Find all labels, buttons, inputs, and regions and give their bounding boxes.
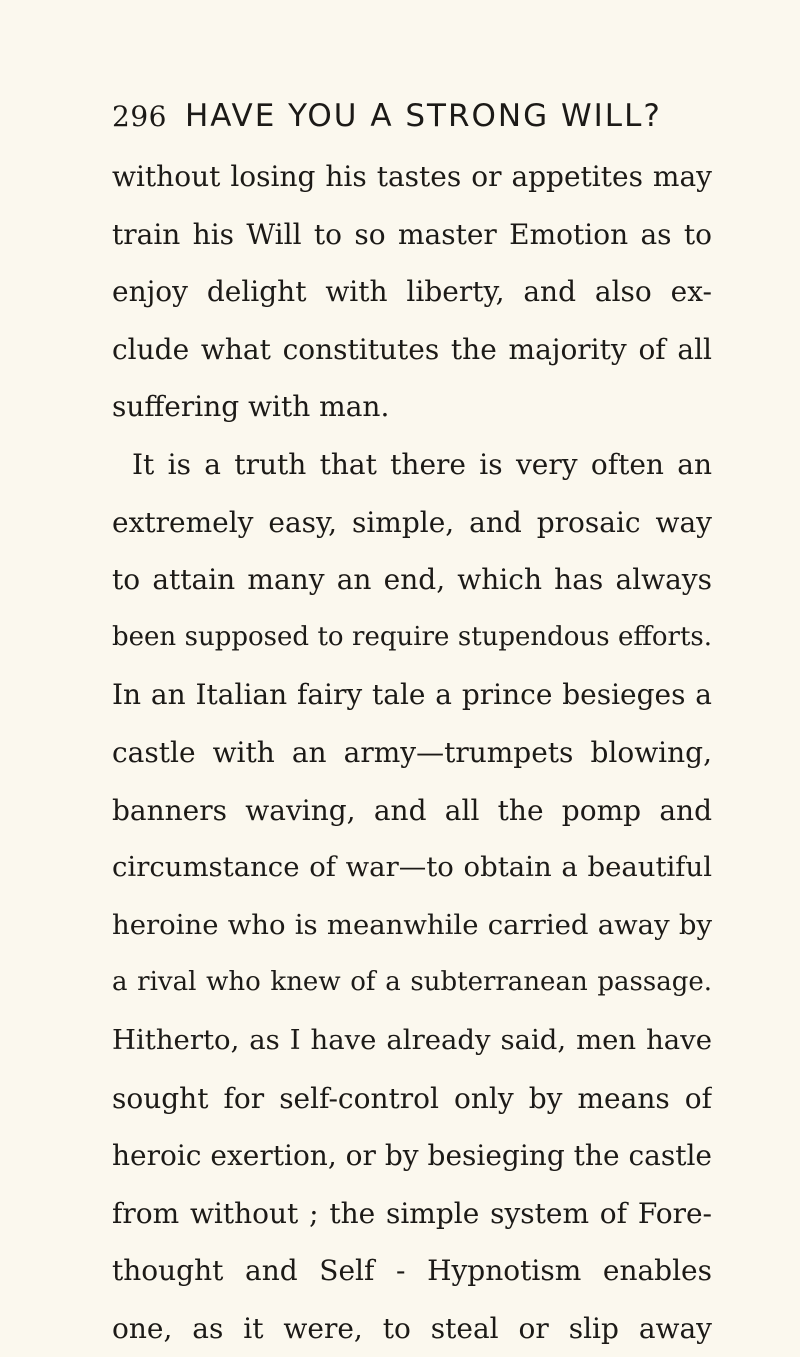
text-line: It is a truth that there is very often an (132, 447, 712, 481)
text-line: to attain many an end, which has always (112, 563, 712, 597)
text-line: suffering with man. (112, 390, 390, 424)
text-line: extremely easy, simple, and prosaic way (112, 505, 712, 539)
text-line: train his Will to so master Emotion as to (112, 217, 712, 251)
text-line: Hitherto, as I have already said, men have (112, 1023, 712, 1056)
running-title: HAVE YOU A STRONG WILL? (184, 98, 662, 134)
text-line: heroic exertion, or by besieging the castle (112, 1139, 712, 1173)
text-line: heroine who is meanwhile carried away by (112, 908, 712, 941)
text-line: one, as it were, to steal or slip away (112, 1311, 712, 1345)
text-line: clude what constitutes the majority of all (112, 332, 712, 366)
text-line: enjoy delight with liberty, and also ex- (112, 275, 712, 309)
text-line: without losing his tastes or appetites may (112, 160, 712, 193)
text-line: thought and Self - Hypnotism enables (112, 1254, 712, 1288)
text-line: from without ; the simple system of Fore- (112, 1196, 712, 1230)
text-line: In an Italian fairy tale a prince besieges a (112, 678, 712, 712)
running-header (112, 98, 712, 148)
text-line: banners waving, and all the pomp and (112, 793, 712, 827)
text-line: sought for self-control only by means of (112, 1081, 712, 1115)
text-line: circumstance of war—to obtain a beautiful (112, 851, 712, 884)
text-line: a rival who knew of a subterranean passage. (112, 967, 712, 998)
page-number: 296 (112, 100, 167, 133)
body-text (112, 148, 712, 1357)
text-line: castle with an army—trumpets blowing, (112, 735, 712, 769)
text-line: been supposed to require stupendous efforts. (112, 621, 712, 652)
